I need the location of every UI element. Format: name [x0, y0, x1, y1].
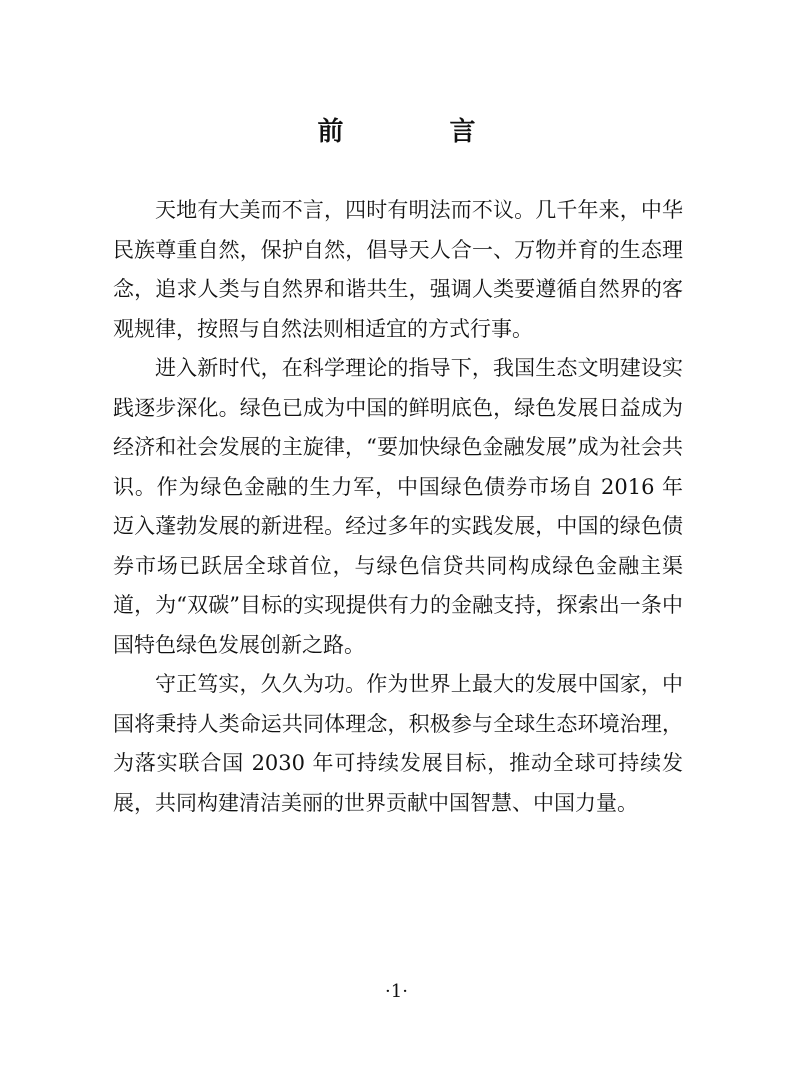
paragraph-3: 守正笃实，久久为功。作为世界上最大的发展中国家，中国将秉持人类命运共同体理念，积极参与全球生态环境治理，为落实联合国 2030 年可持续发展目标，推动全球可持续发展，共同构建清洁美丽的世界贡献中国智慧、中国力量。 [113, 672, 683, 815]
body-text [113, 191, 683, 823]
page-number: ·1· [385, 981, 408, 1002]
paragraph-1: 天地有大美而不言，四时有明法而不议。几千年来，中华民族尊重自然，保护自然，倡导天人合一、万物并育的生态理念，追求人类与自然界和谐共生，强调人类要遵循自然界的客观规律，按照与自然法则相适宜的方式行事。 [113, 198, 683, 341]
paragraph-2: 进入新时代，在科学理论的指导下，我国生态文明建设实践逐步深化。绿色已成为中国的鲜明底色，绿色发展日益成为经济和社会发展的主旋律，“要加快绿色金融发展”成为社会共识。作为绿色金融的生力军，中国绿色债券市场自 2016 年迈入蓬勃发展的新进程。经过多年的实践发展，中国的绿色债券市场已跃居全球首位，与绿色信贷共同构成绿色金融主渠道，为“双碳”目标的实现提供有力的金融支持，探索出一条中国特色绿色发展创新之路。 [113, 356, 683, 657]
page-title: 前 言 [317, 117, 516, 147]
